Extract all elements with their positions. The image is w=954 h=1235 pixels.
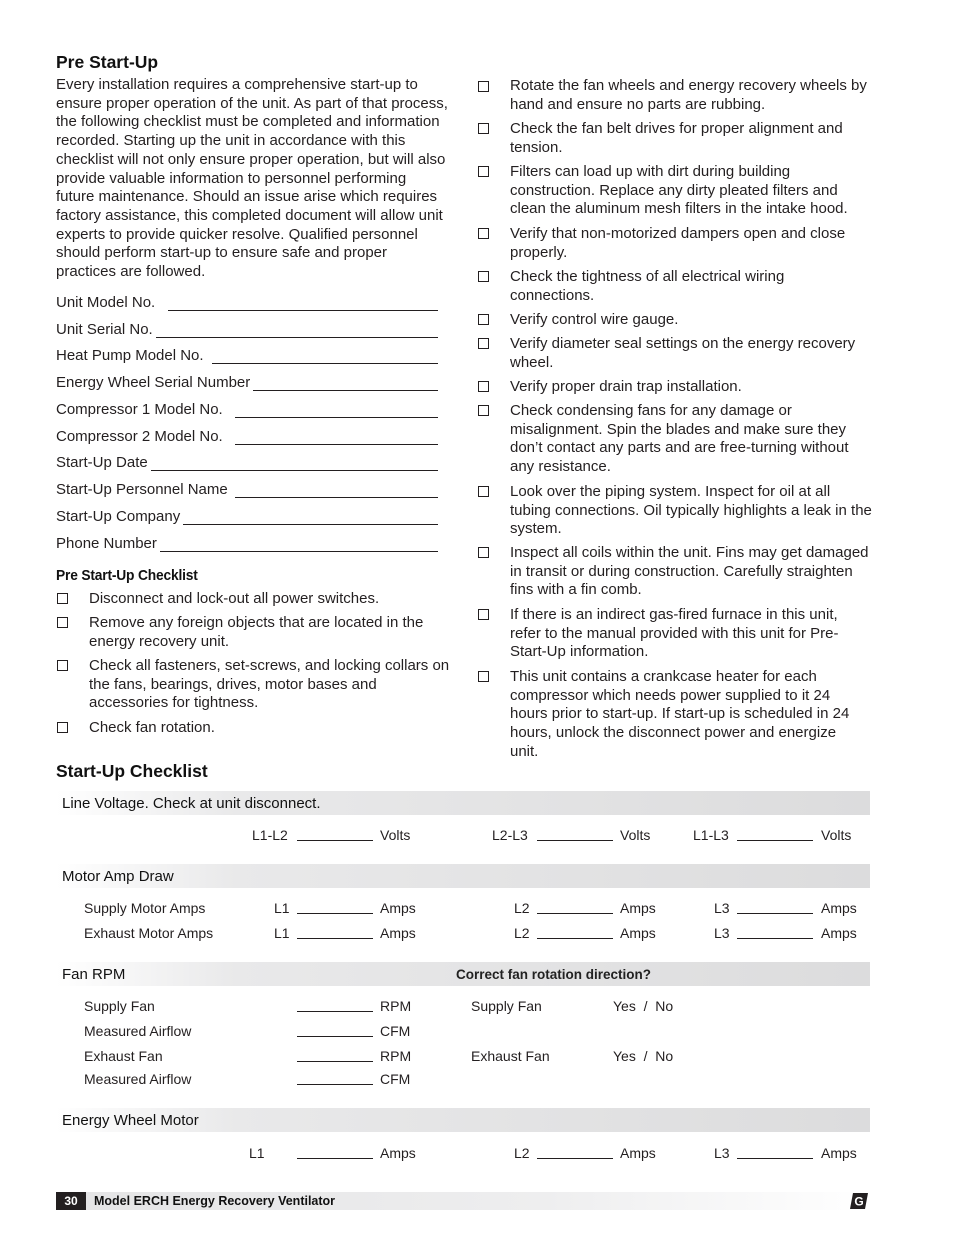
label-l3: L3 <box>714 1145 730 1161</box>
section-title-pre-start-up: Pre Start-Up <box>56 52 159 72</box>
input-exhaust-amps-l2[interactable] <box>537 938 613 939</box>
unit-rpm: RPM <box>380 1048 412 1064</box>
checklist-item: Verify that non-motorized dampers open and close properly. <box>510 225 846 261</box>
motor-amp-draw-header: Motor Amp Draw <box>62 868 174 885</box>
field-start-up-company[interactable]: Start-Up Company <box>56 505 438 525</box>
unit-amps: Amps <box>620 900 656 916</box>
checkbox[interactable] <box>57 660 68 671</box>
checklist-item: Filters can load up with dirt during building construction. Replace any dirty pleated filters and clean the aluminum mesh filters in the intake hood. <box>510 163 848 218</box>
label-l2-l3: L2-L3 <box>492 827 528 843</box>
label-l1: L1 <box>249 1145 265 1161</box>
field-start-up-personnel-name[interactable]: Start-Up Personnel Name <box>56 478 438 498</box>
label-l1: L1 <box>274 900 290 916</box>
input-wheel-amps-l1[interactable] <box>297 1158 373 1159</box>
field-compressor-1-model-no[interactable]: Compressor 1 Model No. <box>56 398 438 418</box>
unit-volts: Volts <box>620 827 651 843</box>
input-supply-fan-rpm[interactable] <box>297 1011 373 1012</box>
checklist-item: Verify control wire gauge. <box>510 311 679 328</box>
label-l1-l2: L1-L2 <box>252 827 288 843</box>
checklist-item: Check fan rotation. <box>89 719 215 736</box>
pre-start-up-intro: Every installation requires a comprehensive start-up to ensure proper operation of the unit. As part of that process, the following checklist must be completed and information recorded. Starting up the unit in accordance with this checklist will not only ensure proper operation, but will also provide valuable information to personnel performing future maintenance. Should an issue arise which requires factory assistance, this completed document will allow unit experts to provide quicker resolve. Qualified personnel should perform start-up to ensure safe and proper practices are followed. <box>56 76 448 281</box>
input-volts-l2-l3[interactable] <box>537 840 613 841</box>
checklist-item: Look over the piping system. Inspect for oil at all tubing connections. Oil typically highlights a leak in the system. <box>510 483 872 538</box>
unit-volts: Volts <box>380 827 411 843</box>
unit-amps: Amps <box>380 900 416 916</box>
field-heat-pump-model-no[interactable]: Heat Pump Model No. <box>56 344 438 364</box>
label-supply-fan: Supply Fan <box>84 998 155 1014</box>
input-supply-amps-l2[interactable] <box>537 913 613 914</box>
label-l2: L2 <box>514 900 530 916</box>
input-supply-amps-l1[interactable] <box>297 913 373 914</box>
label-supply-motor-amps: Supply Motor Amps <box>84 900 206 916</box>
field-unit-serial-no[interactable]: Unit Serial No. <box>56 318 438 338</box>
label-measured-airflow: Measured Airflow <box>84 1071 192 1087</box>
unit-cfm: CFM <box>380 1023 411 1039</box>
band-motor-amp-draw <box>56 864 870 888</box>
logo-letter: G <box>854 1194 864 1209</box>
checkbox[interactable] <box>478 609 489 620</box>
checkbox[interactable] <box>478 166 489 177</box>
label-exhaust-motor-amps: Exhaust Motor Amps <box>84 925 214 941</box>
unit-amps: Amps <box>380 1145 416 1161</box>
input-volts-l1-l3[interactable] <box>737 840 813 841</box>
input-exhaust-fan-rpm[interactable] <box>297 1061 373 1062</box>
checkbox[interactable] <box>57 593 68 604</box>
checklist-item: Verify proper drain trap installation. <box>510 378 742 395</box>
label-l2: L2 <box>514 1145 530 1161</box>
checkbox[interactable] <box>478 123 489 134</box>
input-supply-airflow-cfm[interactable] <box>297 1036 373 1037</box>
checklist-item: Disconnect and lock-out all power switches. <box>89 590 380 607</box>
rotation-header: Correct fan rotation direction? <box>456 967 652 982</box>
checkbox[interactable] <box>478 547 489 558</box>
greenheck-logo-icon <box>850 1193 868 1209</box>
unit-amps: Amps <box>821 925 857 941</box>
unit-amps: Amps <box>620 925 656 941</box>
checkbox[interactable] <box>478 81 489 92</box>
checklist-item: Check the tightness of all electrical wiring connections. <box>510 268 785 304</box>
input-wheel-amps-l3[interactable] <box>737 1158 813 1159</box>
field-compressor-2-model-no[interactable]: Compressor 2 Model No. <box>56 425 438 445</box>
checklist-item: Verify diameter seal settings on the energy recovery wheel. <box>510 335 856 371</box>
field-phone-number[interactable]: Phone Number <box>56 532 438 552</box>
checklist-item: Check the fan belt drives for proper alignment and tension. <box>510 120 843 156</box>
checklist-item: If there is an indirect gas-fired furnace in this unit, refer to the manual provided with this unit for Pre-Start-Up information. <box>510 606 839 661</box>
checkbox[interactable] <box>478 405 489 416</box>
checklist-item: This unit contains a crankcase heater for each compressor which needs power supplied to it 24 hours prior to start-up. If start-up is scheduled in 24 hours, unlock the disconnect power and energize unit. <box>510 668 850 760</box>
label-l3: L3 <box>714 900 730 916</box>
label-l3: L3 <box>714 925 730 941</box>
input-exhaust-amps-l1[interactable] <box>297 938 373 939</box>
unit-cfm: CFM <box>380 1071 411 1087</box>
field-start-up-date[interactable]: Start-Up Date <box>56 451 438 471</box>
checklist-item: Remove any foreign objects that are located in the energy recovery unit. <box>89 614 424 650</box>
page-number: 30 <box>56 1192 86 1210</box>
checkbox[interactable] <box>478 314 489 325</box>
energy-wheel-motor-header: Energy Wheel Motor <box>62 1112 199 1129</box>
checkbox[interactable] <box>478 338 489 349</box>
fan-rpm-header: Fan RPM <box>62 966 126 983</box>
label-l1-l3: L1-L3 <box>693 827 729 843</box>
label-l1: L1 <box>274 925 290 941</box>
section-title-start-up-checklist: Start-Up Checklist <box>56 761 208 781</box>
checkbox[interactable] <box>57 722 68 733</box>
unit-amps: Amps <box>380 925 416 941</box>
label-rotation-exhaust-fan: Exhaust Fan <box>471 1048 550 1064</box>
checkbox[interactable] <box>478 671 489 682</box>
checkbox[interactable] <box>57 617 68 628</box>
yes-no-exhaust-fan[interactable]: Yes / No <box>613 1048 674 1064</box>
label-measured-airflow: Measured Airflow <box>84 1023 192 1039</box>
label-exhaust-fan: Exhaust Fan <box>84 1048 163 1064</box>
field-energy-wheel-serial-number[interactable]: Energy Wheel Serial Number <box>56 371 438 391</box>
input-wheel-amps-l2[interactable] <box>537 1158 613 1159</box>
checkbox[interactable] <box>478 381 489 392</box>
input-volts-l1-l2[interactable] <box>297 840 373 841</box>
unit-rpm: RPM <box>380 998 412 1014</box>
input-supply-amps-l3[interactable] <box>737 913 813 914</box>
checklist-item: Rotate the fan wheels and energy recovery wheels by hand and ensure no parts are rubbing. <box>510 77 867 113</box>
field-unit-model-no[interactable]: Unit Model No. <box>56 291 438 311</box>
input-exhaust-airflow-cfm[interactable] <box>297 1084 373 1085</box>
section-title-pre-start-up-checklist: Pre Start-Up Checklist <box>56 567 198 584</box>
checkbox[interactable] <box>478 271 489 282</box>
unit-amps: Amps <box>821 900 857 916</box>
checkbox[interactable] <box>478 486 489 497</box>
checklist-item: Inspect all coils within the unit. Fins may get damaged in transit or during construction. Carefully straighten fins with a fin comb. <box>510 544 869 599</box>
line-voltage-header: Line Voltage. Check at unit disconnect. <box>62 795 321 812</box>
label-l2: L2 <box>514 925 530 941</box>
unit-volts: Volts <box>821 827 852 843</box>
label-rotation-supply-fan: Supply Fan <box>471 998 542 1014</box>
checklist-item: Check all fasteners, set-screws, and locking collars on the fans, bearings, drives, motor bases and accessories for tightness. <box>89 657 450 712</box>
unit-amps: Amps <box>821 1145 857 1161</box>
input-exhaust-amps-l3[interactable] <box>737 938 813 939</box>
unit-amps: Amps <box>620 1145 656 1161</box>
checkbox[interactable] <box>478 228 489 239</box>
yes-no-supply-fan[interactable]: Yes / No <box>613 998 674 1014</box>
checklist-item: Check condensing fans for any damage or misalignment. Spin the blades and make sure they don’t contact any parts and are free-turning without any resistance. <box>510 402 849 476</box>
footer-title: Model ERCH Energy Recovery Ventilator <box>94 1194 336 1208</box>
